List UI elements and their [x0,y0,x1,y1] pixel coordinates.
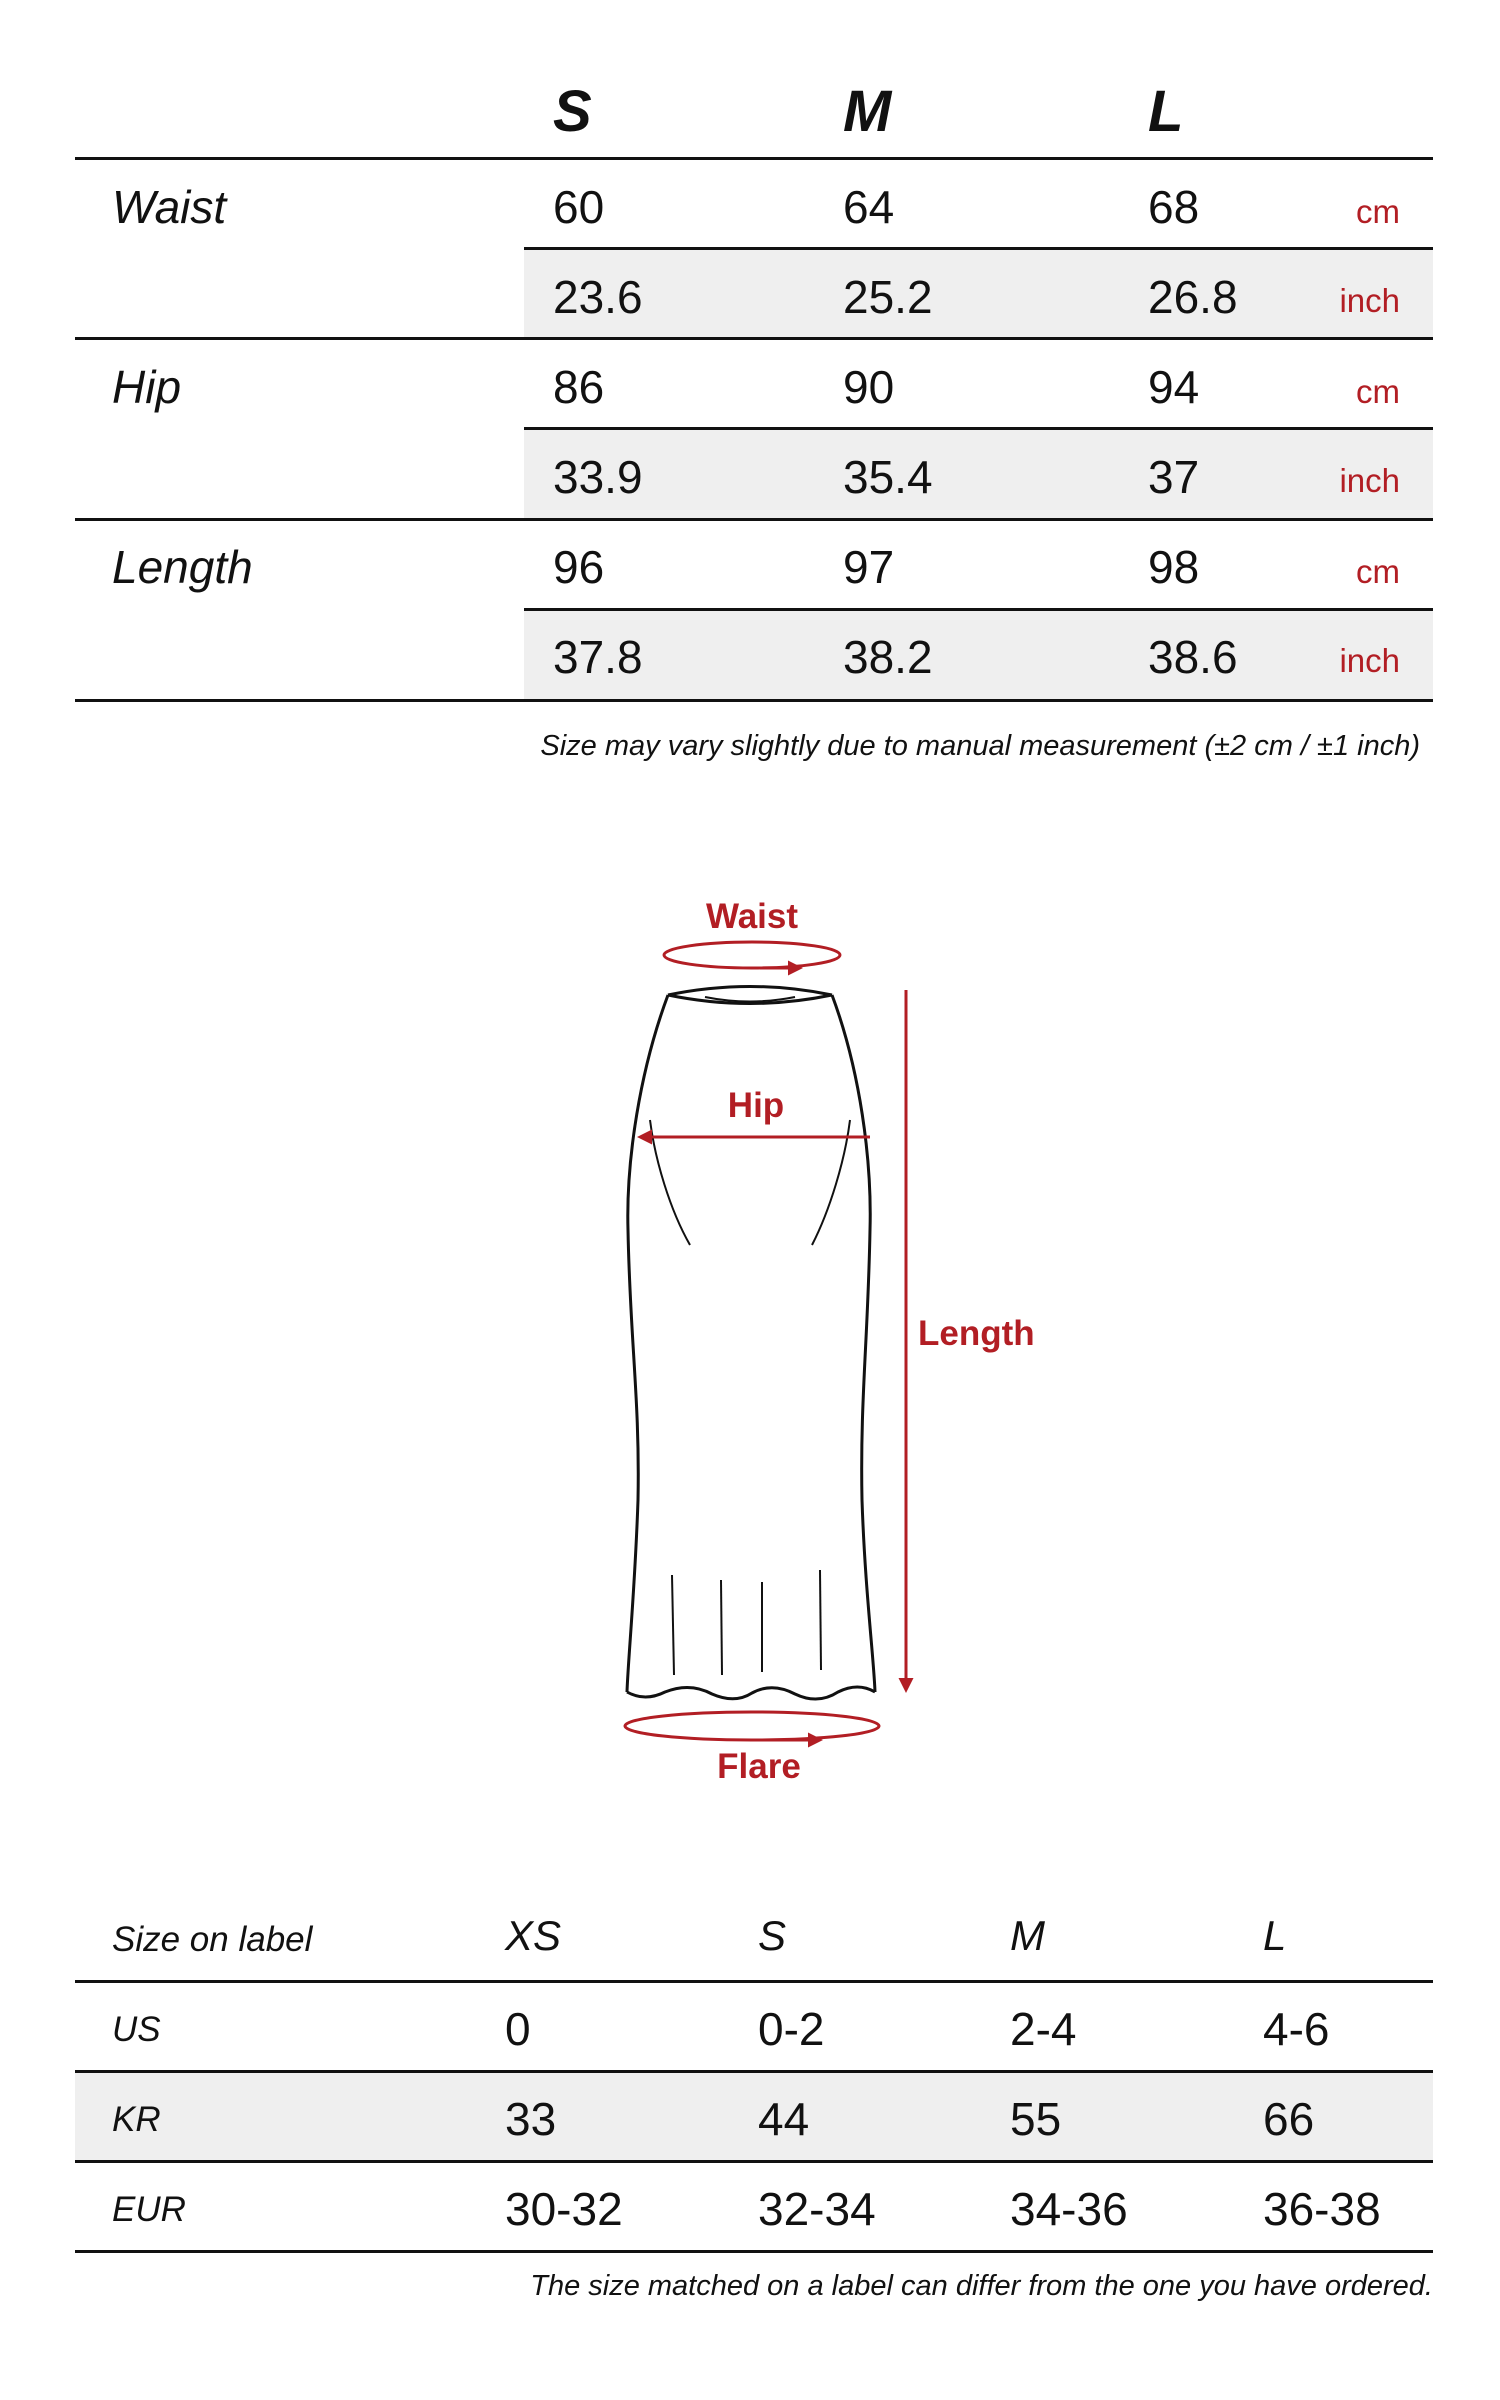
measurement-diagram [0,860,1500,1820]
waist-s-inch: 23.6 [553,271,643,323]
eur-m: 34-36 [1010,2183,1128,2235]
size-header-m: M [843,79,892,144]
row-label-waist: Waist [112,181,227,233]
table-rule [75,337,1433,340]
unit-cm: cm [1356,193,1400,230]
row-label-kr: KR [112,2100,161,2139]
length-s-inch: 37.8 [553,631,643,683]
label-size-note: The size matched on a label can differ from the one you have ordered. [530,2270,1433,2302]
us-l: 4-6 [1263,2003,1330,2055]
measurement-table [0,0,1500,800]
us-m: 2-4 [1010,2003,1077,2055]
hip-l-inch: 37 [1148,451,1200,503]
hip-m-inch: 35.4 [843,451,933,503]
kr-l: 66 [1263,2093,1315,2145]
us-s: 0-2 [758,2003,825,2055]
col-header-s: S [758,1912,787,1959]
waist-l-inch: 26.8 [1148,271,1238,323]
inch-row-shade [524,611,1433,699]
table-rule [75,2250,1433,2253]
eur-xs: 30-32 [505,2183,623,2235]
length-m-inch: 38.2 [843,631,933,683]
hip-m-cm: 90 [843,361,895,413]
table-rule [75,1980,1433,1983]
kr-s: 44 [758,2093,810,2145]
eur-l: 36-38 [1263,2183,1381,2235]
unit-cm: cm [1356,553,1400,590]
label-size-table [0,1880,1500,2400]
table-rule [75,699,1433,702]
col-header-m: M [1010,1912,1045,1959]
inch-row-shade [524,250,1433,338]
kr-row-shade [75,2073,1433,2161]
waist-label: Waist [705,897,799,936]
length-m-cm: 97 [843,541,895,593]
inch-row-shade [524,430,1433,518]
table-rule [75,157,1433,160]
waist-s-cm: 60 [553,181,605,233]
sub-rule [524,427,1433,430]
kr-m: 55 [1010,2093,1062,2145]
hip-label: Hip [727,1086,785,1125]
row-label-us: US [112,2010,161,2049]
measurement-note: Size may vary slightly due to manual measurement (±2 cm / ±1 inch) [540,730,1420,762]
size-header-l: L [1148,79,1184,144]
unit-cm: cm [1356,373,1400,410]
row-label-length: Length [112,541,253,593]
length-l-cm: 98 [1148,541,1200,593]
eur-s: 32-34 [758,2183,876,2235]
kr-xs: 33 [505,2093,557,2145]
length-l-inch: 38.6 [1148,631,1238,683]
flare-label: Flare [717,1747,801,1786]
table-rule [75,2160,1433,2163]
table-rule [75,2070,1433,2073]
hip-s-inch: 33.9 [553,451,643,503]
length-label: Length [918,1314,1035,1353]
hip-l-cm: 94 [1148,361,1200,413]
length-s-cm: 96 [553,541,605,593]
sub-rule [524,608,1433,611]
hip-s-cm: 86 [553,361,605,413]
skirt-diagram [0,860,1500,1820]
waist-m-cm: 64 [843,181,895,233]
size-header-s: S [553,79,592,144]
waist-arrow [664,942,840,968]
unit-inch: inch [1339,282,1400,319]
row-label-hip: Hip [112,361,182,413]
unit-inch: inch [1339,642,1400,679]
waist-l-cm: 68 [1148,181,1200,233]
waist-m-inch: 25.2 [843,271,933,323]
us-xs: 0 [505,2003,531,2055]
row-label-eur: EUR [112,2190,186,2229]
flare-arrow [625,1712,879,1740]
unit-inch: inch [1339,462,1400,499]
col-header-xs: XS [505,1912,562,1959]
size-on-label-header: Size on label [112,1920,313,1959]
table-rule [75,518,1433,521]
sub-rule [524,247,1433,250]
col-header-l: L [1263,1912,1287,1959]
